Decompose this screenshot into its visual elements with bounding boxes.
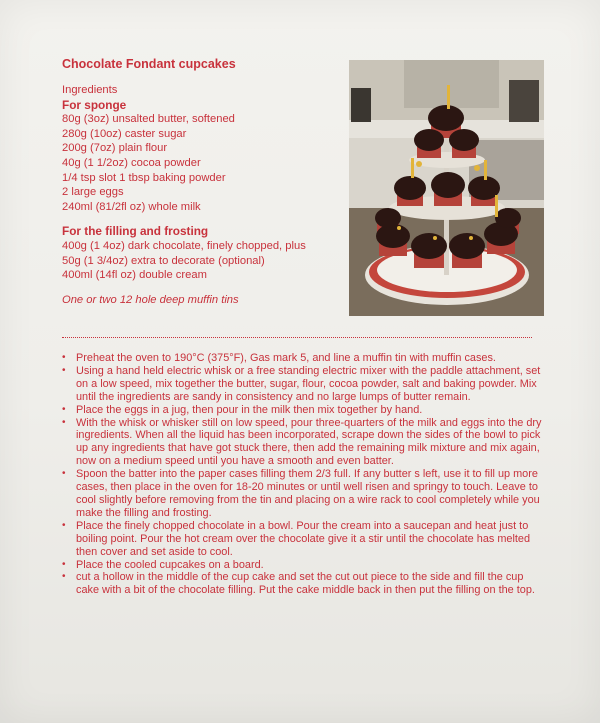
list-item: • Preheat the oven to 190°C (375°F), Gas mark 5, and line a muffin tin with muffin cases. <box>62 352 496 364</box>
sponge-item: 2 large eggs <box>62 186 124 199</box>
ingredients-heading: Ingredients <box>62 84 118 96</box>
ingredients-section <box>62 83 347 307</box>
sponge-item: 80g (3oz) unsalted butter, softened <box>62 113 235 126</box>
sponge-item: 1/4 tsp slot 1 tbsp baking powder <box>62 171 226 184</box>
list-item: • Place the cooled cupcakes on a board. <box>62 558 264 571</box>
sponge-item: 240ml (81/2fl oz) whole milk <box>62 200 201 213</box>
list-item: • Place the eggs in a jug, then pour in the milk then mix together by hand. <box>62 403 423 416</box>
sponge-item: 280g (10oz) caster sugar <box>62 127 187 140</box>
dotted-divider <box>62 337 532 338</box>
filling-item: 400ml (14fl oz) double cream <box>62 269 207 282</box>
filling-item: 50g (1 3/4oz) extra to decorate (optional) <box>62 254 265 267</box>
list-item: • cut a hollow in the middle of the cup cake and set the cut out piece to the side and fill the cup cake with a bit of the chocolate filling. Put the cake middle back in then put the filling on the top. <box>62 571 535 597</box>
sponge-heading: For sponge <box>62 97 127 112</box>
recipe-title: Chocolate Fondant cupcakes <box>62 57 236 71</box>
list-item: • Place the finely chopped chocolate in a bowl. Pour the cream into a saucepan and heat just to boiling point. Pour the hot cream over the chocolate give it a stir until the chocolate has melted then cover and set aside to cool. <box>62 519 531 558</box>
filling-heading: For the filling and frosting <box>62 224 209 239</box>
list-item: • With the whisk or whisker still on low speed, pour three-quarters of the milk and eggs into the dry ingredients. When all the liquid has been incorporated, scrape down the sides of the bowl to pick up any ingredients that have got stuck there, then add the remaining milk mixture and mix again, now on a medium speed until you have a smooth and even batter. <box>62 416 542 468</box>
list-item: • Using a hand held electric whisk or a free standing electric mixer with the paddle attachment, set on a low speed, mix together the butter, sugar, flour, cocoa powder, salt and baking powder. Mix until the ingredients are sandy in consistency and no large lumps of butter remain. <box>62 364 541 403</box>
sponge-item: 40g (1 1/2oz) cocoa powder <box>62 156 201 169</box>
filling-item: 400g (1 4oz) dark chocolate, finely chopped, plus <box>62 239 306 252</box>
list-item: • Spoon the batter into the paper cases filling them 2/3 full. If any butter s left, use it to fill up more cases, then place in the oven for 18-20 minutes or until well risen and springy to touch. Leave to cool slightly before removing from the tin and placing on a wire rack to cool completely while you make the filling and frosting. <box>62 468 540 519</box>
sponge-item: 200g (7oz) plain flour <box>62 142 168 155</box>
equipment-note: One or two 12 hole deep muffin tins <box>62 293 239 306</box>
method-steps <box>58 352 544 597</box>
cupcake-tower-photo <box>349 60 544 316</box>
